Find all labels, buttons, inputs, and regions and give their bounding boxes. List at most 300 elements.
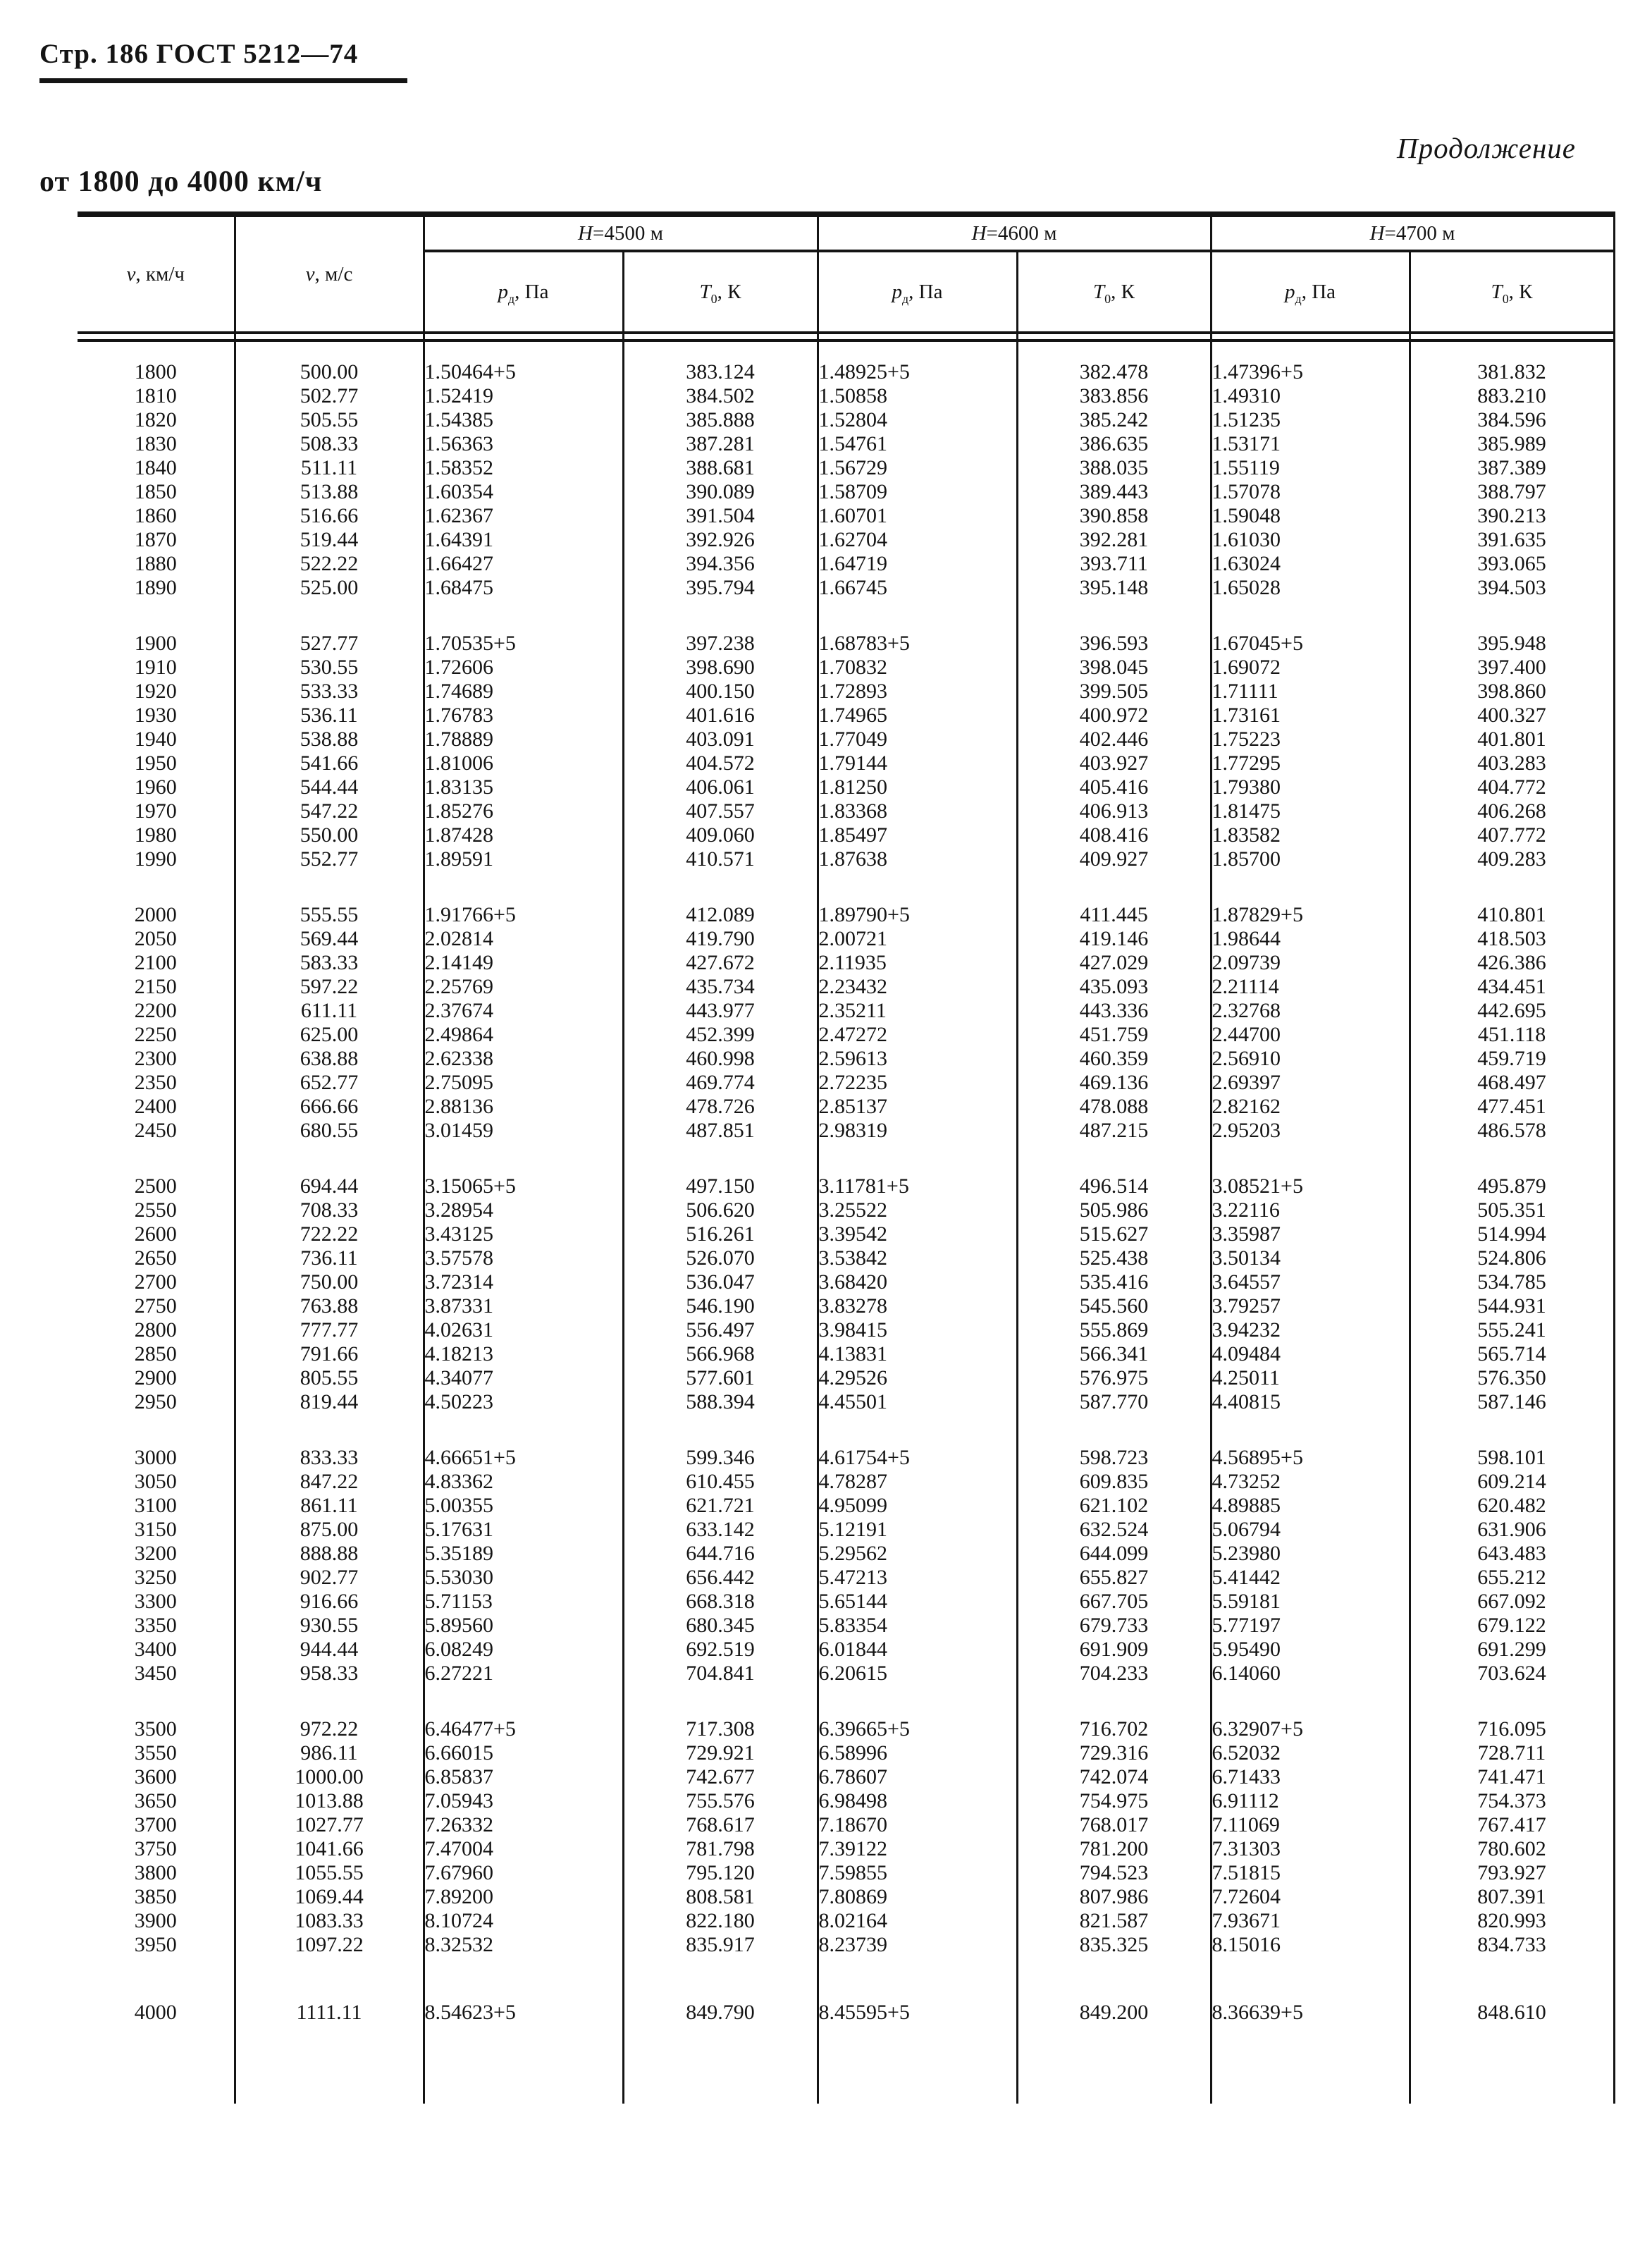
- table-row: [78, 1518, 1614, 1542]
- pa-unit: , Па: [514, 280, 549, 303]
- table-row: [78, 1861, 1614, 1885]
- table-cell: 679.733: [1017, 1614, 1211, 1638]
- table-cell: 861.11: [235, 1494, 424, 1518]
- block-gap: [78, 600, 1614, 632]
- table-cell: 3.08521+5: [1211, 1174, 1410, 1198]
- table-cell: 2500: [78, 1174, 235, 1198]
- table-cell: 385.989: [1410, 432, 1614, 456]
- table-row: [78, 1318, 1614, 1342]
- spacer-cell: [1211, 2025, 1410, 2104]
- table-cell: 722.22: [235, 1222, 424, 1246]
- table-cell: 5.17631: [424, 1518, 623, 1542]
- table-cell: 516.261: [623, 1222, 818, 1246]
- table-tail-space: [78, 2025, 1614, 2104]
- table-cell: 1.83135: [424, 775, 623, 799]
- table-cell: 1027.77: [235, 1813, 424, 1837]
- table-cell: 2.09739: [1211, 951, 1410, 975]
- table-cell: 598.723: [1017, 1446, 1211, 1470]
- table-cell: 805.55: [235, 1366, 424, 1390]
- table-cell: 5.06794: [1211, 1518, 1410, 1542]
- table-cell: 1.58352: [424, 456, 623, 480]
- spacer-cell: [623, 2025, 818, 2104]
- table-row: [78, 847, 1614, 871]
- table-cell: 2.47272: [818, 1023, 1017, 1047]
- table-cell: 391.504: [623, 504, 818, 528]
- table-cell: 7.72604: [1211, 1885, 1410, 1909]
- table-row: [78, 1494, 1614, 1518]
- table-cell: 2.35211: [818, 999, 1017, 1023]
- table-cell: 833.33: [235, 1446, 424, 1470]
- table-cell: 565.714: [1410, 1342, 1614, 1366]
- table-cell: 807.391: [1410, 1885, 1614, 1909]
- table-cell: 7.51815: [1211, 1861, 1410, 1885]
- table-cell: 2200: [78, 999, 235, 1023]
- table-cell: 704.233: [1017, 1662, 1211, 1686]
- table-cell: 3.28954: [424, 1198, 623, 1222]
- table-cell: 1041.66: [235, 1837, 424, 1861]
- table-cell: 1.58709: [818, 480, 1017, 504]
- table-cell: 1.68783+5: [818, 632, 1017, 656]
- table-cell: 3850: [78, 1885, 235, 1909]
- table-cell: 791.66: [235, 1342, 424, 1366]
- table-cell: 404.772: [1410, 775, 1614, 799]
- table-cell: 555.55: [235, 903, 424, 927]
- spacer-cell: [623, 1957, 818, 2001]
- table-cell: 667.705: [1017, 1590, 1211, 1614]
- table-cell: 5.29562: [818, 1542, 1017, 1566]
- table-cell: 644.099: [1017, 1542, 1211, 1566]
- col-header-p-4500: [424, 251, 623, 333]
- spacer-cell: [1017, 871, 1211, 903]
- table-cell: 3500: [78, 1717, 235, 1741]
- col-header-t-4700: [1410, 251, 1614, 333]
- table-cell: 409.283: [1410, 847, 1614, 871]
- v-symbol: v: [305, 262, 315, 286]
- table-cell: 583.33: [235, 951, 424, 975]
- table-cell: 1111.11: [235, 2001, 424, 2025]
- table-cell: 409.927: [1017, 847, 1211, 871]
- table-row: [78, 1047, 1614, 1071]
- table-cell: 1.83582: [1211, 823, 1410, 847]
- table-cell: 4.61754+5: [818, 1446, 1017, 1470]
- table-cell: 411.445: [1017, 903, 1211, 927]
- table-cell: 652.77: [235, 1071, 424, 1095]
- table-cell: 883.210: [1410, 384, 1614, 408]
- table-cell: 394.356: [623, 552, 818, 576]
- table-cell: 598.101: [1410, 1446, 1614, 1470]
- table-cell: 620.482: [1410, 1494, 1614, 1518]
- table-cell: 6.01844: [818, 1638, 1017, 1662]
- table-cell: 1830: [78, 432, 235, 456]
- table-row: [78, 999, 1614, 1023]
- table-cell: 729.921: [623, 1741, 818, 1765]
- table-cell: 849.200: [1017, 2001, 1211, 2025]
- table-cell: 1.70832: [818, 656, 1017, 680]
- table-cell: 2.23432: [818, 975, 1017, 999]
- table-cell: 7.11069: [1211, 1813, 1410, 1837]
- table-cell: 8.36639+5: [1211, 2001, 1410, 2025]
- table-cell: 406.061: [623, 775, 818, 799]
- table-cell: 1.62704: [818, 528, 1017, 552]
- table-cell: 496.514: [1017, 1174, 1211, 1198]
- table-cell: 7.18670: [818, 1813, 1017, 1837]
- table-row: [78, 656, 1614, 680]
- table-cell: 390.089: [623, 480, 818, 504]
- spacer-cell: [623, 1686, 818, 1717]
- table-cell: 610.455: [623, 1470, 818, 1494]
- table-cell: 486.578: [1410, 1119, 1614, 1143]
- table-cell: 666.66: [235, 1095, 424, 1119]
- table-cell: 972.22: [235, 1717, 424, 1741]
- col-header-v-kmh: [78, 214, 235, 333]
- table-cell: 6.98498: [818, 1789, 1017, 1813]
- spacer-cell: [818, 1957, 1017, 2001]
- table-cell: 530.55: [235, 656, 424, 680]
- table-cell: 505.351: [1410, 1198, 1614, 1222]
- table-cell: 3.68420: [818, 1270, 1017, 1294]
- table-cell: 2.98319: [818, 1119, 1017, 1143]
- table-cell: 1.64391: [424, 528, 623, 552]
- table-cell: 524.806: [1410, 1246, 1614, 1270]
- table-row: [78, 528, 1614, 552]
- table-cell: 407.772: [1410, 823, 1614, 847]
- table-cell: 544.931: [1410, 1294, 1614, 1318]
- table-cell: 2.00721: [818, 927, 1017, 951]
- table-row: [78, 1270, 1614, 1294]
- table-cell: 2300: [78, 1047, 235, 1071]
- table-cell: 398.690: [623, 656, 818, 680]
- table-cell: 1.53171: [1211, 432, 1410, 456]
- table-cell: 469.774: [623, 1071, 818, 1095]
- table-cell: 5.83354: [818, 1614, 1017, 1638]
- table-cell: 820.993: [1410, 1909, 1614, 1933]
- spacer-cell: [1410, 333, 1614, 340]
- table-cell: 397.400: [1410, 656, 1614, 680]
- table-cell: 716.702: [1017, 1717, 1211, 1741]
- table-cell: 400.972: [1017, 704, 1211, 728]
- table-cell: 625.00: [235, 1023, 424, 1047]
- table-cell: 519.44: [235, 528, 424, 552]
- p-subscript: д: [508, 291, 515, 306]
- table-cell: 6.08249: [424, 1638, 623, 1662]
- table-cell: 522.22: [235, 552, 424, 576]
- table-cell: 1.87829+5: [1211, 903, 1410, 927]
- table-cell: 395.948: [1410, 632, 1614, 656]
- table-cell: 611.11: [235, 999, 424, 1023]
- table-row: [78, 728, 1614, 751]
- spacer-cell: [818, 333, 1017, 340]
- spacer-cell: [235, 1957, 424, 2001]
- table-cell: 6.52032: [1211, 1741, 1410, 1765]
- t-symbol: T: [1093, 280, 1105, 303]
- spacer-cell: [1410, 1414, 1614, 1446]
- table-cell: 958.33: [235, 1662, 424, 1686]
- table-cell: 609.214: [1410, 1470, 1614, 1494]
- table-cell: 4000: [78, 2001, 235, 2025]
- table-cell: 7.31303: [1211, 1837, 1410, 1861]
- table-cell: 3.64557: [1211, 1270, 1410, 1294]
- spacer-cell: [1410, 1957, 1614, 2001]
- table-cell: 888.88: [235, 1542, 424, 1566]
- table-cell: 2.82162: [1211, 1095, 1410, 1119]
- table-row: [78, 1294, 1614, 1318]
- table-cell: 5.00355: [424, 1494, 623, 1518]
- h-symbol: H: [578, 221, 593, 245]
- table-cell: 1.74965: [818, 704, 1017, 728]
- block-gap: [78, 1957, 1614, 2001]
- table-cell: 848.610: [1410, 2001, 1614, 2025]
- table-cell: 1.66427: [424, 552, 623, 576]
- table-cell: 1.87638: [818, 847, 1017, 871]
- table-cell: 4.73252: [1211, 1470, 1410, 1494]
- table-cell: 1.64719: [818, 552, 1017, 576]
- table-row: [78, 1662, 1614, 1686]
- table-row: [78, 1198, 1614, 1222]
- table-cell: 6.71433: [1211, 1765, 1410, 1789]
- table-cell: 506.620: [623, 1198, 818, 1222]
- h4500-label: =4500 м: [593, 221, 663, 245]
- group-header-h4700: [1211, 214, 1614, 251]
- table-cell: 754.373: [1410, 1789, 1614, 1813]
- table-cell: 4.95099: [818, 1494, 1017, 1518]
- table-cell: 2.25769: [424, 975, 623, 999]
- table-row: [78, 704, 1614, 728]
- table-cell: 577.601: [623, 1366, 818, 1390]
- h-symbol: H: [971, 221, 987, 245]
- table-cell: 397.238: [623, 632, 818, 656]
- table-cell: 1.91766+5: [424, 903, 623, 927]
- table-cell: 550.00: [235, 823, 424, 847]
- table-cell: 401.616: [623, 704, 818, 728]
- spacer-cell: [818, 340, 1017, 360]
- table-cell: 1.56363: [424, 432, 623, 456]
- table-row: [78, 552, 1614, 576]
- table-cell: 8.02164: [818, 1909, 1017, 1933]
- spacer-cell: [1410, 600, 1614, 632]
- table-cell: 822.180: [623, 1909, 818, 1933]
- table-cell: 1820: [78, 408, 235, 432]
- table-cell: 2.75095: [424, 1071, 623, 1095]
- table-cell: 4.45501: [818, 1390, 1017, 1414]
- table-cell: 944.44: [235, 1638, 424, 1662]
- spacer-cell: [1017, 1143, 1211, 1174]
- table-cell: 3150: [78, 1518, 235, 1542]
- table-cell: 394.503: [1410, 576, 1614, 600]
- table-cell: 1.63024: [1211, 552, 1410, 576]
- table-cell: 4.56895+5: [1211, 1446, 1410, 1470]
- table-cell: 3.25522: [818, 1198, 1017, 1222]
- table-cell: 1.52804: [818, 408, 1017, 432]
- table-cell: 1.59048: [1211, 504, 1410, 528]
- spacer-cell: [1211, 1143, 1410, 1174]
- table-row: [78, 1885, 1614, 1909]
- spacer-cell: [623, 1143, 818, 1174]
- spacer-cell: [424, 871, 623, 903]
- table-cell: 4.83362: [424, 1470, 623, 1494]
- table-cell: 3950: [78, 1933, 235, 1957]
- table-cell: 717.308: [623, 1717, 818, 1741]
- table-cell: 794.523: [1017, 1861, 1211, 1885]
- table-cell: 395.148: [1017, 576, 1211, 600]
- table-cell: 442.695: [1410, 999, 1614, 1023]
- p-subscript: д: [1295, 291, 1302, 306]
- table-cell: 459.719: [1410, 1047, 1614, 1071]
- p-symbol: p: [498, 280, 508, 303]
- table-row: [78, 1390, 1614, 1414]
- table-cell: 716.095: [1410, 1717, 1614, 1741]
- table-cell: 7.80869: [818, 1885, 1017, 1909]
- table-cell: 552.77: [235, 847, 424, 871]
- page-header: [39, 38, 407, 83]
- table-cell: 4.66651+5: [424, 1446, 623, 1470]
- table-cell: 1.81475: [1211, 799, 1410, 823]
- table-cell: 2.59613: [818, 1047, 1017, 1071]
- table-cell: 1.54761: [818, 432, 1017, 456]
- table-cell: 1.61030: [1211, 528, 1410, 552]
- table-cell: 2800: [78, 1318, 235, 1342]
- table-row: [78, 751, 1614, 775]
- table-cell: 1900: [78, 632, 235, 656]
- table-cell: 398.860: [1410, 680, 1614, 704]
- table-cell: 406.268: [1410, 799, 1614, 823]
- table-cell: 821.587: [1017, 1909, 1211, 1933]
- table-cell: 875.00: [235, 1518, 424, 1542]
- table-cell: 478.088: [1017, 1095, 1211, 1119]
- table-row: [78, 1174, 1614, 1198]
- table-cell: 1.72893: [818, 680, 1017, 704]
- table-cell: 5.65144: [818, 1590, 1017, 1614]
- table-cell: 576.350: [1410, 1366, 1614, 1390]
- table-cell: 7.59855: [818, 1861, 1017, 1885]
- table-cell: 6.58996: [818, 1741, 1017, 1765]
- spacer-cell: [623, 871, 818, 903]
- table-cell: 3650: [78, 1789, 235, 1813]
- table-cell: 388.681: [623, 456, 818, 480]
- header-gap: [78, 340, 1614, 360]
- table-cell: 387.281: [623, 432, 818, 456]
- table-cell: 525.438: [1017, 1246, 1211, 1270]
- table-cell: 1.66745: [818, 576, 1017, 600]
- table-cell: 587.146: [1410, 1390, 1614, 1414]
- table-row: [78, 1590, 1614, 1614]
- spacer-cell: [1017, 340, 1211, 360]
- table-cell: 383.124: [623, 360, 818, 384]
- table-cell: 402.446: [1017, 728, 1211, 751]
- table-cell: 7.89200: [424, 1885, 623, 1909]
- table-cell: 5.59181: [1211, 1590, 1410, 1614]
- table-cell: 1.85276: [424, 799, 623, 823]
- continuation-label: Продолжение: [1397, 132, 1576, 164]
- pa-unit: , Па: [908, 280, 943, 303]
- table-cell: 1810: [78, 384, 235, 408]
- table-cell: 4.78287: [818, 1470, 1017, 1494]
- table-cell: 1.85497: [818, 823, 1017, 847]
- table-cell: 396.593: [1017, 632, 1211, 656]
- table-cell: 6.32907+5: [1211, 1717, 1410, 1741]
- table-cell: 525.00: [235, 576, 424, 600]
- table-cell: 8.45595+5: [818, 2001, 1017, 2025]
- table-cell: 3.72314: [424, 1270, 623, 1294]
- spacer-cell: [623, 600, 818, 632]
- table-cell: 533.33: [235, 680, 424, 704]
- table-cell: 6.20615: [818, 1662, 1017, 1686]
- table-cell: 547.22: [235, 799, 424, 823]
- table-row: [78, 1071, 1614, 1095]
- table-cell: 2050: [78, 927, 235, 951]
- table-cell: 807.986: [1017, 1885, 1211, 1909]
- table-row: [78, 1837, 1614, 1861]
- table-cell: 1870: [78, 528, 235, 552]
- k-unit: , К: [1111, 280, 1135, 303]
- spacer-cell: [235, 2025, 424, 2104]
- table-cell: 2.49864: [424, 1023, 623, 1047]
- table-cell: 2.32768: [1211, 999, 1410, 1023]
- spacer-cell: [78, 1957, 235, 2001]
- table-row: [78, 1789, 1614, 1813]
- table-cell: 2150: [78, 975, 235, 999]
- spacer-cell: [1211, 333, 1410, 340]
- table-cell: 4.13831: [818, 1342, 1017, 1366]
- table-cell: 513.88: [235, 480, 424, 504]
- h-symbol: H: [1369, 221, 1385, 245]
- table-cell: 419.146: [1017, 927, 1211, 951]
- table-cell: 3400: [78, 1638, 235, 1662]
- table-cell: 569.44: [235, 927, 424, 951]
- table-cell: 729.316: [1017, 1741, 1211, 1765]
- table-cell: 2.69397: [1211, 1071, 1410, 1095]
- table-cell: 2950: [78, 1390, 235, 1414]
- table-cell: 526.070: [623, 1246, 818, 1270]
- table-cell: 638.88: [235, 1047, 424, 1071]
- table-cell: 392.926: [623, 528, 818, 552]
- table-cell: 403.091: [623, 728, 818, 751]
- spacer-cell: [1211, 871, 1410, 903]
- table-cell: 390.858: [1017, 504, 1211, 528]
- table-cell: 478.726: [623, 1095, 818, 1119]
- table-row: [78, 432, 1614, 456]
- table-cell: 398.045: [1017, 656, 1211, 680]
- table-cell: 4.50223: [424, 1390, 623, 1414]
- spacer-cell: [424, 2025, 623, 2104]
- table-cell: 1.54385: [424, 408, 623, 432]
- table-cell: 5.77197: [1211, 1614, 1410, 1638]
- table-cell: 3.01459: [424, 1119, 623, 1143]
- table-cell: 4.89885: [1211, 1494, 1410, 1518]
- table-cell: 2850: [78, 1342, 235, 1366]
- table-cell: 7.26332: [424, 1813, 623, 1837]
- table-row: [78, 1542, 1614, 1566]
- header-double-rule: [78, 333, 1614, 340]
- table-cell: 1.77295: [1211, 751, 1410, 775]
- table-cell: 1.98644: [1211, 927, 1410, 951]
- table-cell: 3.98415: [818, 1318, 1017, 1342]
- table-row: [78, 1470, 1614, 1494]
- spacer-cell: [424, 1414, 623, 1446]
- table-cell: 703.624: [1410, 1662, 1614, 1686]
- table-row: [78, 975, 1614, 999]
- table-cell: 1.60701: [818, 504, 1017, 528]
- table-cell: 644.716: [623, 1542, 818, 1566]
- table-cell: 819.44: [235, 1390, 424, 1414]
- table-cell: 419.790: [623, 927, 818, 951]
- table-row: [78, 360, 1614, 384]
- table-cell: 4.18213: [424, 1342, 623, 1366]
- table-cell: 8.10724: [424, 1909, 623, 1933]
- t-subscript: 0: [710, 291, 717, 306]
- table-cell: 768.017: [1017, 1813, 1211, 1837]
- k-unit: , К: [717, 280, 741, 303]
- table-cell: 538.88: [235, 728, 424, 751]
